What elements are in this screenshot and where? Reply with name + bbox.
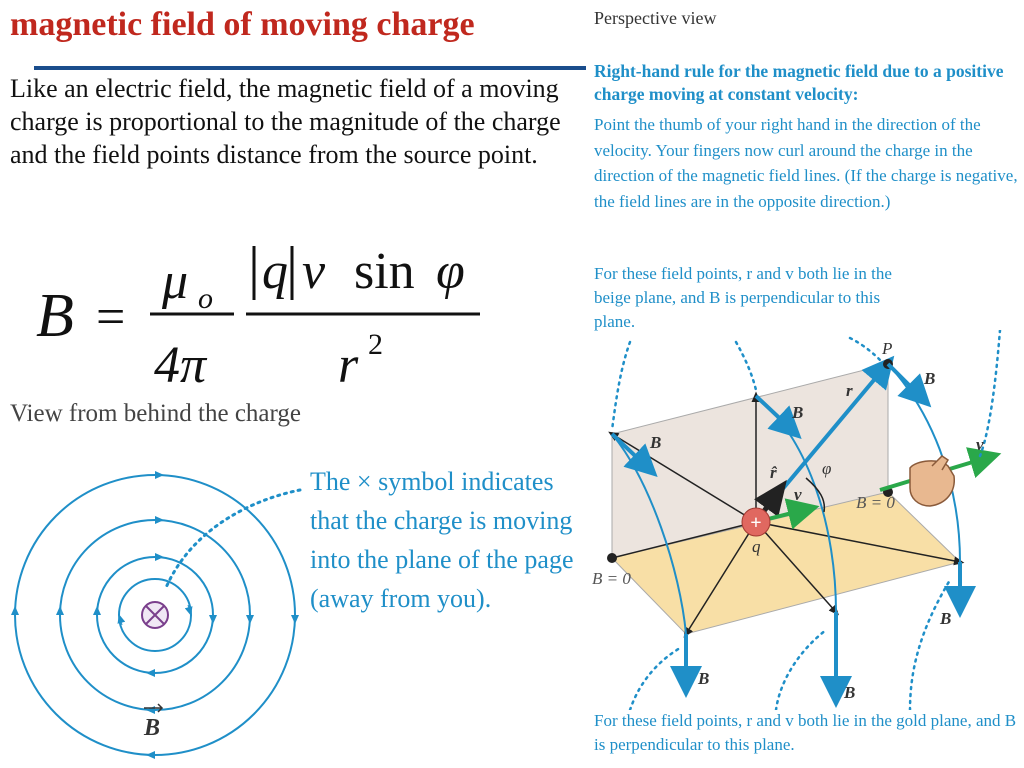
note-pointer: [630, 648, 680, 710]
label-b: B: [698, 669, 710, 688]
eq-mu: μ: [162, 253, 189, 310]
label-b: B: [924, 369, 936, 388]
eq-lhs: B: [36, 282, 74, 350]
note-pointer: [165, 490, 300, 590]
intro-paragraph: Like an electric field, the magnetic field of a moving charge is proportional to the magnitude of the charge and the field points distance from the source point.: [10, 74, 561, 170]
right-hand-rule-body: Point the thumb of your right hand in the direction of the velocity. Your fingers now curl around the charge in the direction of the magnetic field lines. (If the charge is negative, the field lines are in the opposite direction.): [594, 115, 1018, 211]
charge-plus-sign: +: [750, 512, 762, 534]
eq-phi: φ: [436, 243, 465, 300]
right-hand-icon: [910, 461, 954, 506]
beige-plane-note: For these field points, r and v both lie in the beige plane, and B is perpendicular to this plane.: [594, 264, 892, 331]
label-b-zero-left: B = 0: [592, 569, 631, 588]
cross-symbol-note: The × symbol indicates that the charge is moving into the plane of the page (away from you).: [310, 467, 574, 613]
eq-v: v: [302, 243, 326, 300]
behind-view-diagram: [0, 440, 310, 768]
slide-title: magnetic field of moving charge: [10, 6, 475, 43]
label-q: q: [752, 537, 761, 556]
note-pointer: [776, 630, 826, 710]
title-underline: [34, 66, 586, 70]
label-b: B: [792, 403, 804, 422]
right-hand-rule-title: Right-hand rule for the magnetic field due to a positive charge moving at constant velocity:: [594, 61, 1004, 104]
eq-r: r: [338, 337, 359, 394]
eq-sin: sin: [354, 243, 415, 300]
label-phi: φ: [822, 459, 832, 478]
label-b-zero-right: B = 0: [856, 493, 895, 512]
label-v: v: [976, 435, 984, 454]
note-pointer: [910, 580, 950, 710]
label-b: B: [844, 683, 856, 702]
eq-equals: =: [96, 289, 126, 346]
magnetic-field-equation: [20, 232, 500, 400]
gold-plane-note: For these field points, r and v both lie in the gold plane, and B is perpendicular to this plane.: [594, 711, 1017, 754]
label-b: B: [940, 609, 952, 628]
label-r-hat: r̂: [770, 463, 777, 482]
behind-view-heading: View from behind the charge: [10, 400, 301, 427]
label-p: P: [882, 339, 893, 358]
note-pointer: [850, 338, 880, 360]
eq-q: q: [262, 243, 288, 300]
perspective-view-heading: Perspective view: [594, 8, 717, 28]
b-vector: [888, 364, 920, 396]
label-b: B: [650, 433, 662, 452]
eq-r-exp: 2: [368, 328, 383, 361]
note-pointer: [736, 342, 756, 390]
b-field-label: B: [144, 715, 161, 741]
b-zero-point-left: [607, 553, 617, 563]
eq-four-pi: 4π: [154, 337, 207, 394]
label-v: v: [794, 485, 802, 504]
perspective-diagram: [580, 330, 1024, 710]
note-pointer: [612, 342, 630, 430]
eq-mu-sub: o: [198, 282, 213, 315]
label-r: r: [846, 381, 853, 400]
